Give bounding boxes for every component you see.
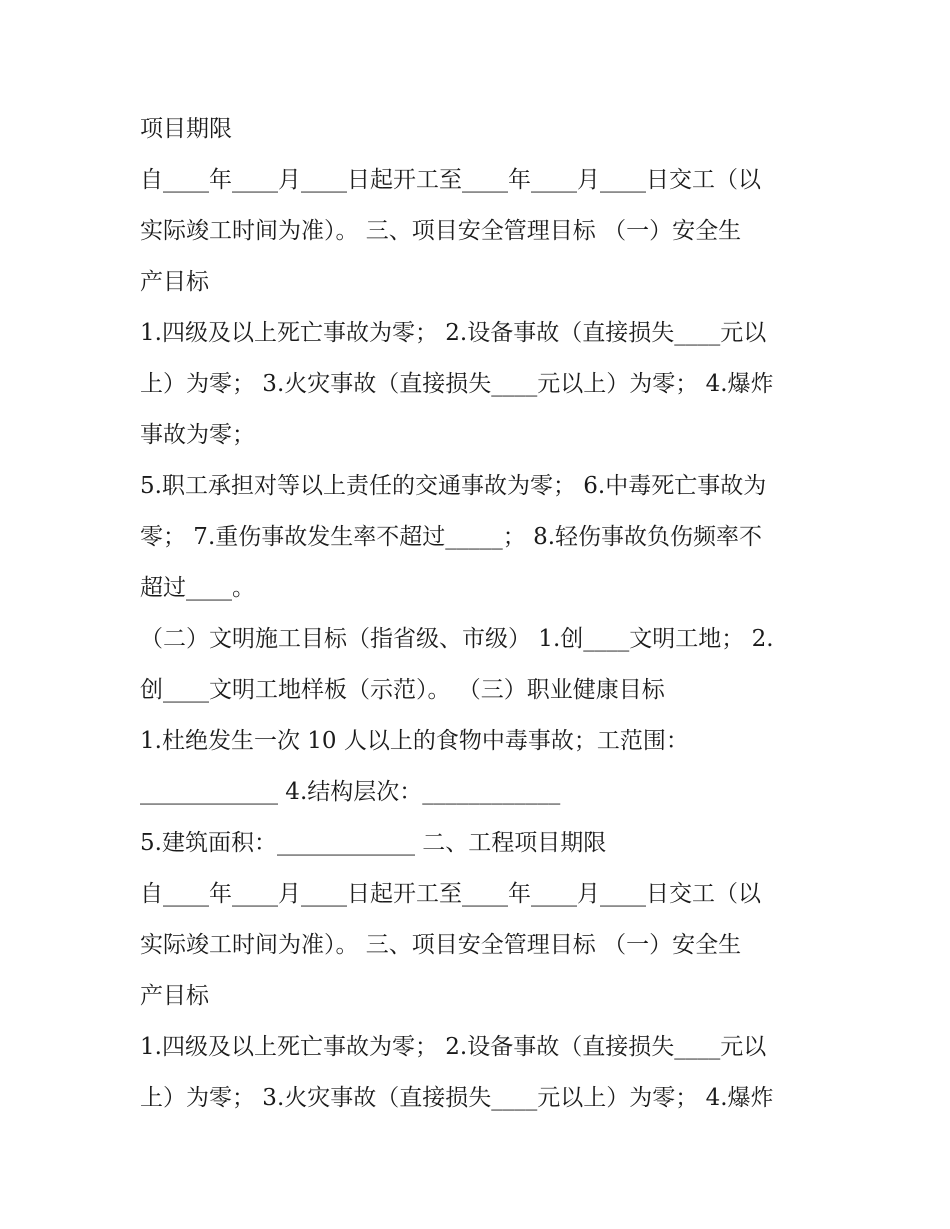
text-line-1: 项目期限 <box>140 116 232 142</box>
text-line-18: 产目标 <box>140 983 209 1009</box>
text-line-2: 自____年____月____日起开工至____年____月____日交工（以 <box>140 167 761 193</box>
text-line-16: 自____年____月____日起开工至____年____月____日交工（以 <box>140 881 761 907</box>
text-line-8: 5.职工承担对等以上责任的交通事故为零； 6.中毒死亡事故为 <box>140 473 767 499</box>
text-line-11: （二）文明施工目标（指省级、市级） 1.创____文明工地； 2. <box>140 626 774 652</box>
text-line-3: 实际竣工时间为准）。 三、项目安全管理目标 （一）安全生 <box>140 218 742 244</box>
text-line-19: 1.四级及以上死亡事故为零； 2.设备事故（直接损失____元以 <box>140 1034 767 1060</box>
text-line-10: 超过____。 <box>140 575 255 601</box>
text-line-9: 零； 7.重伤事故发生率不超过_____； 8.轻伤事故负伤频率不 <box>140 524 763 550</box>
text-line-20: 上）为零； 3.火灾事故（直接损失____元以上）为零； 4.爆炸 <box>140 1085 774 1111</box>
text-line-7: 事故为零； <box>140 422 255 448</box>
text-line-14: ____________ 4.结构层次：____________ <box>140 779 561 805</box>
text-line-12: 创____文明工地样板（示范）。 （三）职业健康目标 <box>140 677 665 703</box>
text-line-15: 5.建筑面积：____________ 二、工程项目期限 <box>140 830 607 856</box>
text-line-6: 上）为零； 3.火灾事故（直接损失____元以上）为零； 4.爆炸 <box>140 371 774 397</box>
text-line-5: 1.四级及以上死亡事故为零； 2.设备事故（直接损失____元以 <box>140 320 767 346</box>
text-line-4: 产目标 <box>140 269 209 295</box>
text-line-13: 1.杜绝发生一次 10 人以上的食物中毒事故；工范围： <box>140 728 689 754</box>
text-line-17: 实际竣工时间为准）。 三、项目安全管理目标 （一）安全生 <box>140 932 742 958</box>
document-body <box>140 104 820 1124</box>
